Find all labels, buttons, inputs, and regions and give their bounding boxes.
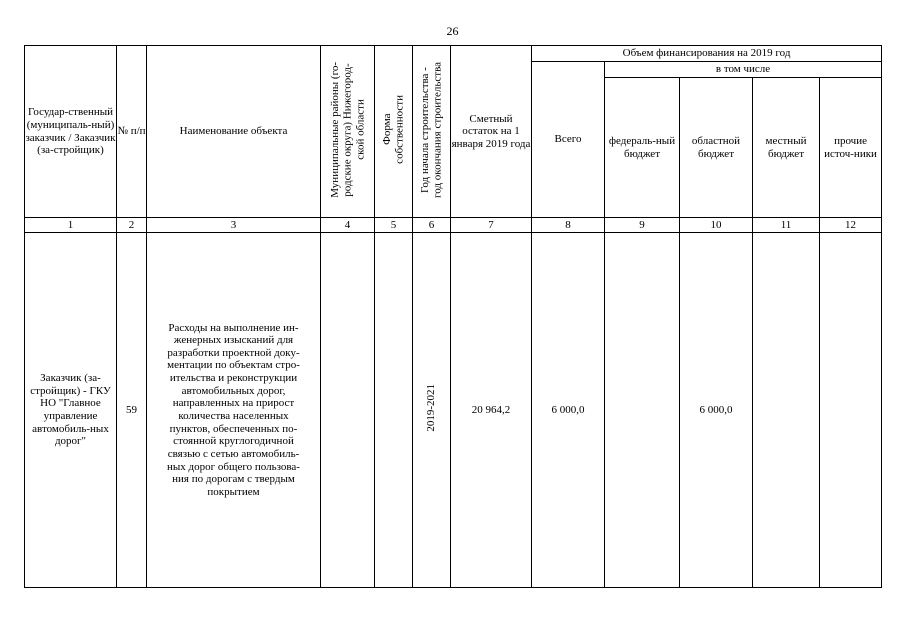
row-federal [605, 233, 680, 588]
header-federal: федераль-ный бюджет [605, 78, 680, 218]
column-number: 10 [680, 218, 753, 233]
row-regional: 6 000,0 [680, 233, 753, 588]
header-estimate: Сметный остаток на 1 января 2019 года [451, 46, 532, 218]
row-total: 6 000,0 [532, 233, 605, 588]
header-other: прочие источ-ники [820, 78, 882, 218]
header-total: Всего [532, 62, 605, 218]
row-ownership [375, 233, 413, 588]
financing-table [24, 45, 882, 588]
row-other [820, 233, 882, 588]
column-number: 12 [820, 218, 882, 233]
column-number: 2 [117, 218, 147, 233]
row-estimate: 20 964,2 [451, 233, 532, 588]
column-number: 11 [753, 218, 820, 233]
column-number: 8 [532, 218, 605, 233]
column-number-row [25, 218, 882, 233]
column-number: 4 [321, 218, 375, 233]
column-number: 6 [413, 218, 451, 233]
row-local [753, 233, 820, 588]
header-districts: Муниципальные районы (го- родские округа) Нижегород- ской области [321, 46, 375, 218]
header-local: местный бюджет [753, 78, 820, 218]
row-districts [321, 233, 375, 588]
column-number: 7 [451, 218, 532, 233]
column-number: 1 [25, 218, 117, 233]
column-number: 3 [147, 218, 321, 233]
row-num: 59 [117, 233, 147, 588]
header-years: Год начала строительства - год окончания строительства [413, 46, 451, 218]
page-number: 26 [446, 24, 459, 38]
column-number: 5 [375, 218, 413, 233]
row-customer: Заказчик (за-стройщик) - ГКУ НО "Главное управление автомобиль-ных дорог" [25, 233, 117, 588]
column-number: 9 [605, 218, 680, 233]
header-regional: областной бюджет [680, 78, 753, 218]
header-object-name: Наименование объекта [147, 46, 321, 218]
header-financing: Объем финансирования на 2019 год [532, 46, 882, 62]
table-row [25, 233, 882, 588]
row-object-name: Расходы на выполнение ин- женерных изысканий для разработки проектной доку- ментации по объектам стро- ительства и реконструкции автомобильных дорог, направленных на прирост количества населенных пунктов, обеспеченных по- стоянной круглогодичной связью с сетью автомобиль- ных дорог общего пользова- ния по дорогам с твердым покрытием [147, 233, 321, 588]
header-num: № п/п [117, 46, 147, 218]
header-customer: Государ-ственный (муниципаль-ный) заказчик / Заказчик (за-стройщик) [25, 46, 117, 218]
header-including: в том числе [605, 62, 882, 78]
header-ownership: Форма собственности [375, 46, 413, 218]
row-years: 2019-2021 [413, 233, 451, 588]
